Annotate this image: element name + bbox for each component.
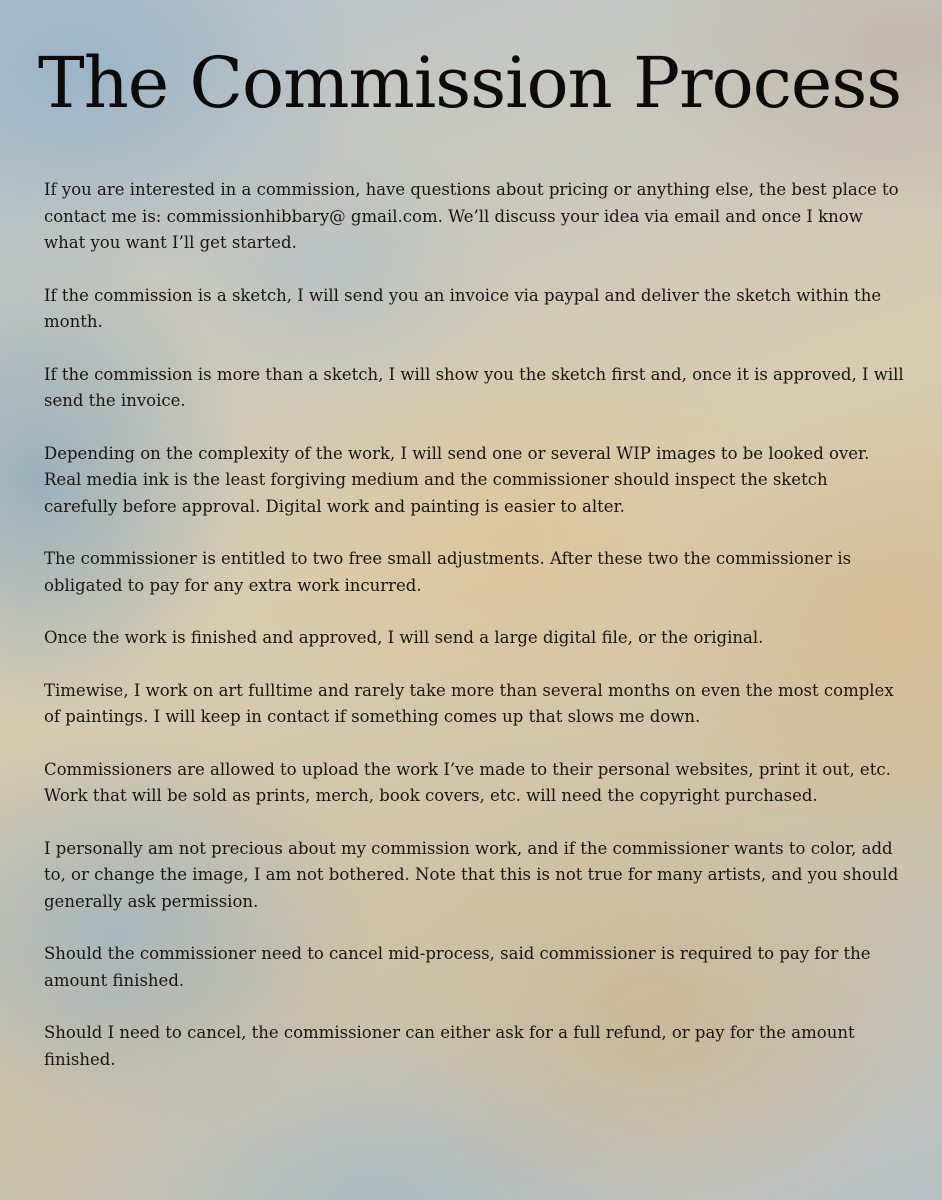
paragraph-usage-rights: Commissioners are allowed to upload the work I’ve made to their personal websites, print it out, etc. Work that will be sold as prints, merch, book covers, etc. will need the copyright purchased. <box>44 759 891 805</box>
paragraph-timewise: Timewise, I work on art fulltime and rarely take more than several months on even the most complex of paintings. I will keep in contact if something comes up that slows me down. <box>44 680 894 726</box>
paragraph-delivery: Once the work is finished and approved, I will send a large digital file, or the original. <box>44 628 764 647</box>
paragraph-commissioner-cancel: Should the commissioner need to cancel mid-process, said commissioner is required to pay for the amount finished. <box>44 944 871 990</box>
paragraph-artist-cancel: Should I need to cancel, the commissioner can either ask for a full refund, or pay for the amount finished. <box>44 1023 855 1069</box>
document-body <box>44 177 904 1099</box>
paragraph-alterations: I personally am not precious about my commission work, and if the commissioner wants to color, add to, or change the image, I am not bothered. Note that this is not true for many artists, and you should generally ask permission. <box>44 838 899 911</box>
paragraph-wip-images: Depending on the complexity of the work, I will send one or several WIP images to be looked over. Real media ink is the least forgiving medium and the commissioner should inspect the sketch carefully before approval. Digital work and painting is easier to alter. <box>44 443 870 516</box>
paragraph-more-than-sketch: If the commission is more than a sketch, I will show you the sketch first and, once it is approved, I will send the invoice. <box>44 364 904 410</box>
page-title: The Commission Process <box>38 42 902 124</box>
paragraph-contact: If you are interested in a commission, have questions about pricing or anything else, the best place to contact me is: commissionhibbary@ gmail.com. We’ll discuss your idea via email and once I know what you want I’ll get started. <box>44 180 899 252</box>
paragraph-adjustments: The commissioner is entitled to two free small adjustments. After these two the commissioner is obligated to pay for any extra work incurred. <box>44 549 852 595</box>
paragraph-sketch: If the commission is a sketch, I will send you an invoice via paypal and deliver the sketch within the month. <box>44 285 882 331</box>
